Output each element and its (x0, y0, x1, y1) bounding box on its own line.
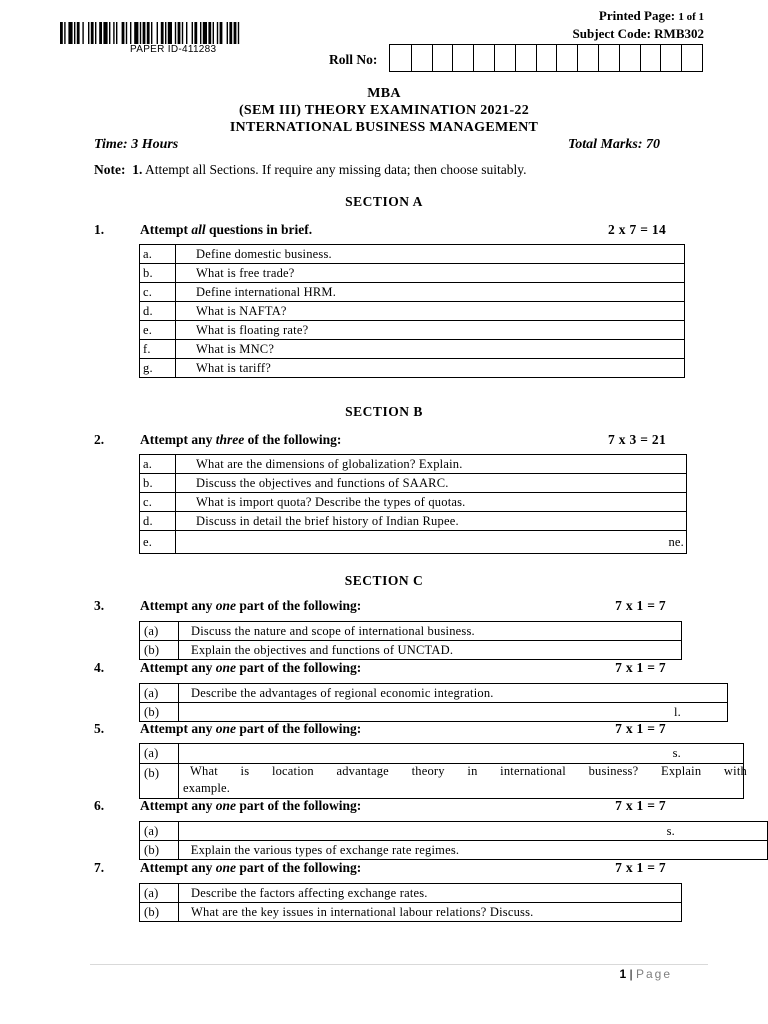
question-instruction: Attempt any one part of the following: (140, 721, 362, 736)
question-row (140, 641, 682, 660)
question-row (140, 359, 685, 378)
part-text: Describe the factors affecting exchange rates. (179, 884, 682, 903)
item-text: Define international HRM. (176, 283, 685, 302)
roll-no-box[interactable] (494, 45, 515, 71)
part-label: (b) (140, 764, 179, 799)
note-text: Attempt all Sections. If require any missing data; then choose suitably. (145, 162, 527, 177)
roll-no-box[interactable] (577, 45, 598, 71)
printed-page (599, 8, 704, 24)
roll-no-box[interactable] (556, 45, 577, 71)
question-6-table (139, 821, 768, 860)
roll-no-box[interactable] (536, 45, 557, 71)
question-number: 3. (94, 598, 105, 613)
barcode-image (60, 22, 292, 44)
part-label: (a) (140, 822, 179, 841)
part-text: Discuss the nature and scope of international business. (179, 622, 682, 641)
printed-page-label: Printed Page: (598, 8, 676, 23)
page-separator: | (629, 967, 633, 981)
question-number: 6. (94, 798, 105, 813)
section-b-question-table (139, 454, 687, 554)
item-label: g. (140, 359, 176, 378)
roll-no-box[interactable] (598, 45, 619, 71)
part-label: (b) (140, 703, 179, 722)
question-row (140, 512, 687, 531)
question-row (140, 841, 768, 860)
item-text-tail: ne. (176, 531, 687, 554)
roll-no-box[interactable] (681, 45, 702, 71)
part-text: Describe the advantages of regional economic integration. (179, 684, 728, 703)
subject-title: INTERNATIONAL BUSINESS MANAGEMENT (229, 120, 539, 135)
question-number: 5. (94, 721, 105, 736)
item-label: d. (140, 302, 176, 321)
question-row (140, 455, 687, 474)
section-a-question-table (139, 244, 685, 378)
question-number: 2. (94, 432, 105, 447)
section-b-title: SECTION B (345, 404, 423, 419)
question-marks: 7 x 1 = 7 (615, 660, 666, 675)
part-text: What are the key issues in international labour relations? Discuss. (179, 903, 682, 922)
item-label: b. (140, 474, 176, 493)
question-number: 7. (94, 860, 105, 875)
section-a-title: SECTION A (345, 194, 423, 209)
page-word: Page (635, 967, 672, 981)
item-text: What is floating rate? (176, 321, 685, 340)
note (94, 162, 527, 178)
item-text: Discuss in detail the brief history of Indian Rupee. (176, 512, 687, 531)
part-label: (a) (140, 884, 179, 903)
part-label: (a) (140, 744, 179, 764)
item-text: What is import quota? Describe the types of quotas. (176, 493, 687, 512)
total-marks: Total Marks: 70 (567, 137, 660, 152)
part-text-line1: What is location advantage theory in international business? Explain with (190, 764, 747, 778)
note-label: Note: (94, 162, 126, 177)
question-row (140, 744, 744, 764)
item-label: b. (140, 264, 176, 283)
item-text: What is NAFTA? (176, 302, 685, 321)
roll-no-box[interactable] (411, 45, 432, 71)
question-row (140, 264, 685, 283)
question-row (140, 321, 685, 340)
question-number: 1. (94, 222, 105, 237)
question-number: 4. (94, 660, 105, 675)
item-label: e. (140, 531, 176, 554)
question-instruction: Attempt any one part of the following: (140, 660, 362, 675)
question-row (140, 531, 687, 554)
part-text (190, 764, 747, 779)
item-label: c. (140, 283, 176, 302)
part-text-tail: s. (178, 822, 767, 841)
part-text-tail: s. (179, 744, 744, 764)
footer-divider (90, 964, 708, 965)
question-instruction: Attempt any three of the following: (140, 432, 342, 447)
subject-code-value: RMB302 (654, 26, 704, 41)
part-text: Explain the objectives and functions of UNCTAD. (179, 641, 682, 660)
item-text: Discuss the objectives and functions of SAARC. (176, 474, 687, 493)
roll-no-box[interactable] (473, 45, 494, 71)
item-label: a. (140, 455, 176, 474)
roll-no-box[interactable] (432, 45, 453, 71)
part-text: Explain the various types of exchange rate regimes. (178, 841, 767, 860)
roll-no-box[interactable] (515, 45, 536, 71)
item-label: e. (140, 321, 176, 340)
part-label: (b) (140, 641, 179, 660)
subject-code (573, 26, 704, 42)
question-row (140, 622, 682, 641)
question-row (140, 493, 687, 512)
page-number: 1 (619, 967, 627, 981)
question-row (140, 302, 685, 321)
question-row (140, 884, 682, 903)
question-row (140, 474, 687, 493)
roll-no-box[interactable] (452, 45, 473, 71)
item-text: What is MNC? (176, 340, 685, 359)
item-label: a. (140, 245, 176, 264)
part-text-line2: example. (183, 781, 231, 795)
question-marks: 7 x 1 = 7 (615, 860, 666, 875)
question-marks: 7 x 3 = 21 (608, 432, 666, 447)
question-instruction: Attempt any one part of the following: (140, 860, 362, 875)
item-text: What are the dimensions of globalization? Explain. (176, 455, 687, 474)
question-row (140, 903, 682, 922)
roll-no-boxes (389, 44, 703, 72)
question-instruction: Attempt any one part of the following: (140, 598, 362, 613)
part-text-tail: l. (179, 703, 728, 722)
item-label: f. (140, 340, 176, 359)
roll-no-box[interactable] (660, 45, 681, 71)
roll-no-box[interactable] (619, 45, 640, 71)
question-3-table (139, 621, 682, 660)
question-row (140, 822, 768, 841)
part-label: (b) (140, 903, 179, 922)
question-instruction: Attempt any one part of the following: (140, 798, 362, 813)
section-c-title: SECTION C (344, 573, 424, 588)
time-allowed: Time: 3 Hours (94, 137, 179, 152)
question-4-table (139, 683, 728, 722)
question-marks: 2 x 7 = 14 (608, 222, 666, 237)
item-text: Define domestic business. (176, 245, 685, 264)
item-label: d. (140, 512, 176, 531)
subject-code-label: Subject Code: (572, 26, 651, 41)
printed-page-value: 1 of 1 (678, 11, 704, 23)
question-marks: 7 x 1 = 7 (615, 721, 666, 736)
note-number: 1. (132, 162, 143, 177)
question-row (140, 283, 685, 302)
question-row (140, 684, 728, 703)
question-7-table (139, 883, 682, 922)
program-title: MBA (367, 86, 401, 101)
item-text: What is tariff? (176, 359, 685, 378)
roll-no-label: Roll No: (329, 52, 378, 67)
part-label: (a) (140, 622, 179, 641)
part-label: (b) (140, 841, 179, 860)
question-instruction: Attempt all questions in brief. (140, 222, 313, 237)
page-footer (619, 967, 672, 981)
paper-id: PAPER ID-411283 (130, 44, 217, 55)
part-label: (a) (140, 684, 179, 703)
question-marks: 7 x 1 = 7 (615, 598, 666, 613)
exam-title: (SEM III) THEORY EXAMINATION 2021-22 (238, 103, 530, 118)
question-row (140, 703, 728, 722)
roll-no-box[interactable] (640, 45, 661, 71)
question-row (140, 245, 685, 264)
roll-no-box[interactable] (390, 45, 411, 71)
item-label: c. (140, 493, 176, 512)
item-text: What is free trade? (176, 264, 685, 283)
question-row (140, 340, 685, 359)
question-marks: 7 x 1 = 7 (615, 798, 666, 813)
